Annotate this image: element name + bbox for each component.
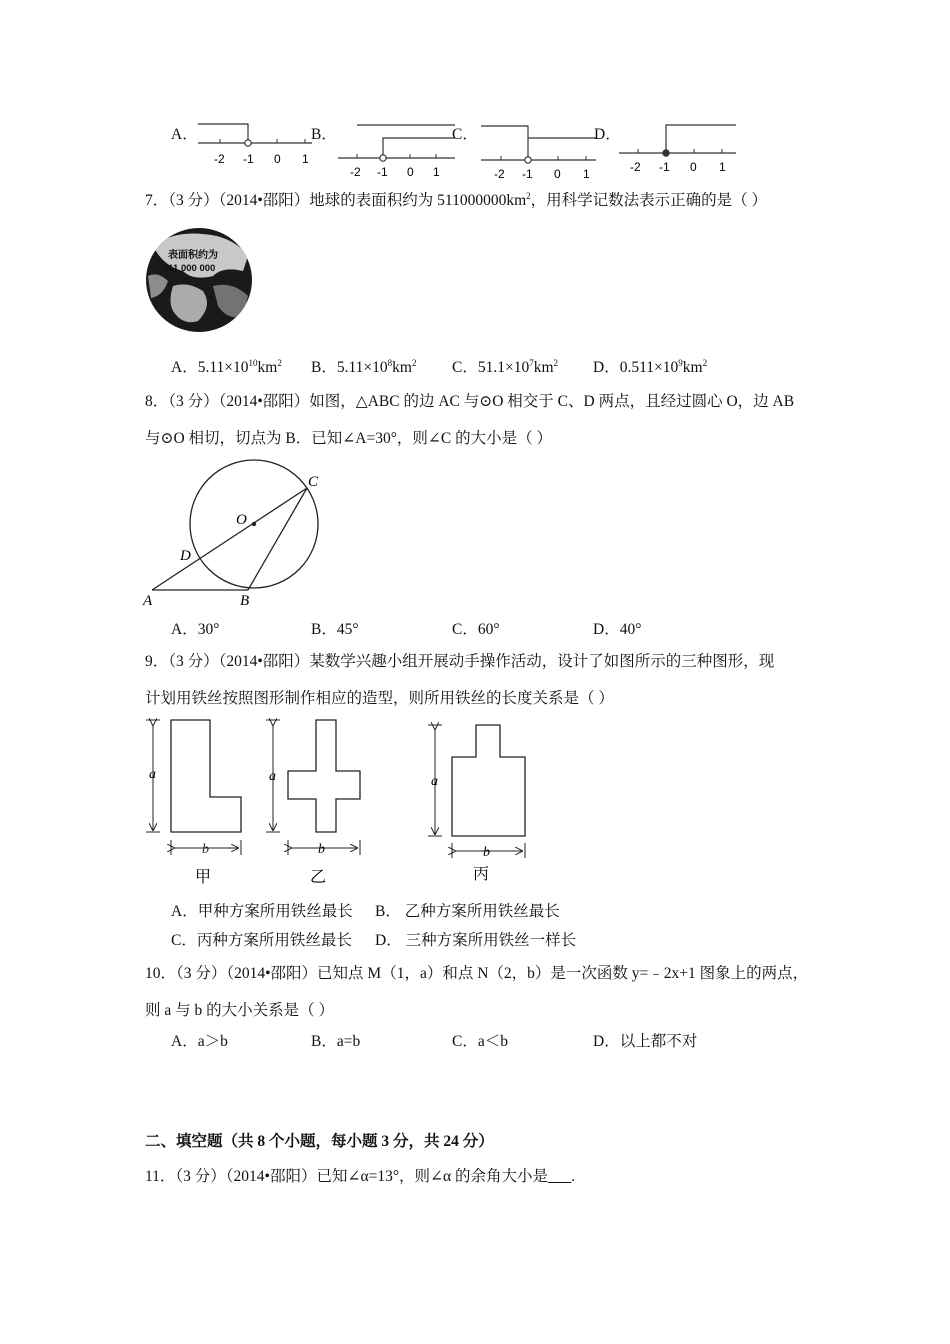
- q8-label-c: C: [308, 474, 319, 490]
- q8-option-d: D．40°: [593, 621, 642, 638]
- q9-yi-dim-b: b: [318, 842, 325, 857]
- q9-jia-dim-a: a: [149, 767, 156, 782]
- q6-option-b-numberline: [335, 120, 460, 180]
- q6-a-tick: 0: [274, 152, 281, 166]
- q8-label-d: D: [180, 548, 191, 564]
- q6-c-tick: 0: [554, 167, 561, 181]
- q6-option-d-label: D．: [594, 126, 621, 143]
- q7-option-c: C．$51.1\times 10^7km^2$: [452, 358, 559, 376]
- q8-stem-line-2: 与⊙O 相切，切点为 B．已知∠A=30°，则∠C 的大小是（ ）: [145, 430, 552, 447]
- q6-option-c-label: C．: [452, 126, 478, 143]
- q8-label-o: O: [236, 512, 247, 528]
- q9-jia-dim-b: b: [202, 842, 209, 857]
- q6-option-a-label: A．: [171, 126, 198, 143]
- q9-stem-line-1: 9．（3 分）（2014•邵阳）某数学兴趣小组开展动手操作活动，设计了如图所示的三种图形，现: [145, 653, 775, 670]
- q10-option-b: B．a=b: [311, 1033, 361, 1050]
- q8-label-b: B: [240, 593, 250, 609]
- q9-bing-name: 丙: [473, 866, 490, 883]
- q9-yi-dim-a: a: [269, 769, 276, 784]
- q7-option-a: A．$5.11\times 10^{10}km^2$: [171, 358, 282, 376]
- q7-globe-text-2: 511 000 000: [163, 263, 216, 274]
- q7-globe-image: [143, 226, 255, 334]
- q9-bing-dim-b: b: [483, 845, 490, 860]
- q6-option-b-label: B．: [311, 126, 337, 143]
- q8-option-b: B．45°: [311, 621, 359, 638]
- q9-option-b: B． 乙种方案所用铁丝最长: [375, 903, 560, 920]
- q6-option-d-numberline: [616, 120, 741, 175]
- q10-option-d: D．以上都不对: [593, 1033, 698, 1050]
- q6-b-tick: -1: [377, 165, 388, 179]
- q10-stem-line-1: 10．（3 分）（2014•邵阳）已知点 M（1，a）和点 N（2，b）是一次函数 y=﹣2x+1 图象上的两点，: [145, 965, 809, 982]
- q11-stem: 11．（3 分）（2014•邵阳）已知∠α=13°，则∠α 的余角大小是___.: [145, 1168, 576, 1185]
- q8-circle-figure: [140, 458, 340, 610]
- q9-option-d: D． 三种方案所用铁丝一样长: [375, 932, 577, 949]
- q6-a-tick: -1: [243, 152, 254, 166]
- q9-jia-name: 甲: [195, 869, 212, 886]
- q8-option-c: C．60°: [452, 621, 500, 638]
- q8-stem-line-1: 8．（3 分）（2014•邵阳）如图，△ABC 的边 AC 与⊙O 相交于 C、D 两点，且经过圆心 O，边 AB: [145, 393, 795, 410]
- q6-b-tick: 0: [407, 165, 414, 179]
- q7-globe-text-1: 表面积约为: [168, 250, 218, 261]
- q9-bing-dim-a: a: [431, 774, 438, 789]
- q6-c-tick: -2: [494, 167, 505, 181]
- q6-option-c-numberline: [478, 120, 603, 182]
- q7-option-b: B．$5.11\times 10^8km^2$: [311, 358, 417, 376]
- q6-b-tick: -2: [350, 165, 361, 179]
- q9-yi-name: 乙: [310, 869, 327, 886]
- q9-option-a: A．甲种方案所用铁丝最长: [171, 903, 353, 920]
- q7-option-d: D．$0.511\times 10^9km^2$: [593, 358, 708, 376]
- q6-c-tick: -1: [522, 167, 533, 181]
- q9-shapes-figure: [140, 715, 540, 887]
- section-2-heading: 二、填空题（共 8 个小题，每小题 3 分，共 24 分）: [145, 1133, 494, 1150]
- q6-a-tick: 1: [302, 152, 309, 166]
- q6-b-tick: 1: [433, 165, 440, 179]
- q6-d-tick: -1: [659, 160, 670, 174]
- q7-stem: 7．（3 分）（2014•邵阳）地球的表面积约为 $511000000km^2$，用科学记数法表示正确的是（ ）: [145, 191, 768, 209]
- q8-option-a: A．30°: [171, 621, 220, 638]
- q6-a-tick: -2: [214, 152, 225, 166]
- q11-answer-blank[interactable]: ___: [548, 1168, 572, 1185]
- q6-d-tick: 0: [690, 160, 697, 174]
- q6-c-tick: 1: [583, 167, 590, 181]
- q6-option-a-numberline: [190, 118, 320, 170]
- q6-d-tick: -2: [630, 160, 641, 174]
- q8-label-a: A: [143, 593, 153, 609]
- q10-stem-line-2: 则 a 与 b 的大小关系是（ ）: [145, 1002, 335, 1019]
- q10-option-c: C．a＜b: [452, 1033, 508, 1050]
- q9-stem-line-2: 计划用铁丝按照图形制作相应的造型，则所用铁丝的长度关系是（ ）: [145, 690, 614, 707]
- q10-option-a: A．a＞b: [171, 1033, 228, 1050]
- q6-d-tick: 1: [719, 160, 726, 174]
- q9-option-c: C．丙种方案所用铁丝最长: [171, 932, 352, 949]
